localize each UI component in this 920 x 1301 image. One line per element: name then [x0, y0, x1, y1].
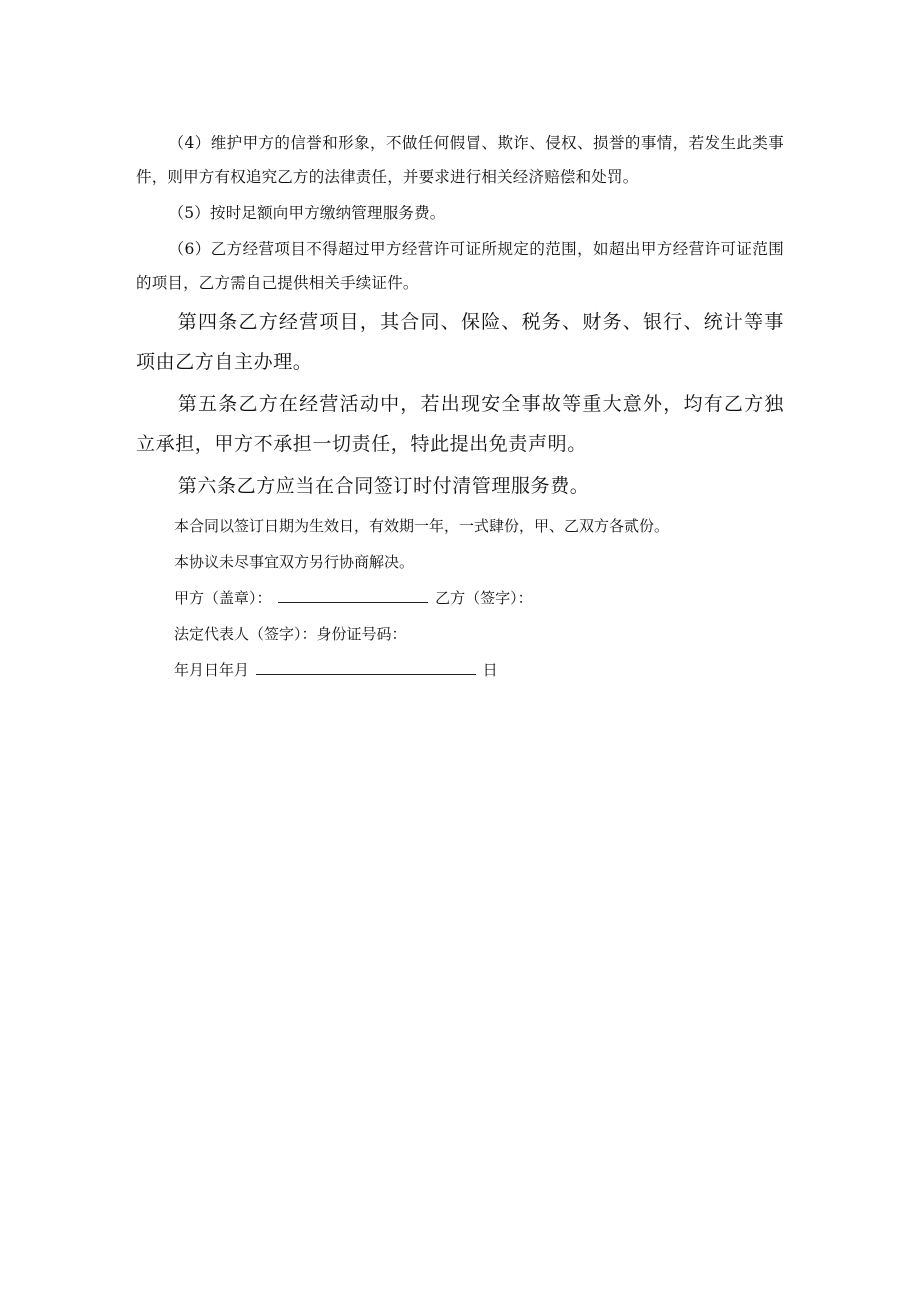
legal-rep-label: 法定代表人（签字）：身份证号码： — [174, 625, 407, 643]
date-line — [136, 652, 784, 688]
document-body — [136, 126, 784, 688]
date-prefix: 年月日年月 — [174, 661, 250, 679]
legal-rep-line — [136, 616, 784, 652]
party-a-label: 甲方（盖章）： — [174, 589, 272, 607]
date-blank[interactable] — [256, 658, 476, 675]
article-4: 第四条乙方经营项目，其合同、保险、税务、财务、银行、统计等事项由乙方自主办理。 — [136, 311, 784, 373]
clause-6: （6）乙方经营项目不得超过甲方经营许可证所规定的范围，如超出甲方经营许可证范围的项目，乙方需自己提供相关手续证件。 — [136, 240, 784, 292]
article-6: 第六条乙方应当在合同签订时付清管理服务费。 — [177, 475, 590, 497]
validity-term: 本合同以签订日期为生效日，有效期一年，一式肆份，甲、乙双方各贰份。 — [174, 517, 670, 535]
article-5: 第五条乙方在经营活动中，若出现安全事故等重大意外，均有乙方独立承担，甲方不承担一切责任，特此提出免责声明。 — [136, 393, 784, 455]
date-suffix: 日 — [482, 661, 498, 679]
negotiation-term: 本协议未尽事宜双方另行协商解决。 — [174, 553, 415, 571]
party-signature-line — [136, 580, 784, 616]
party-a-signature-blank[interactable] — [278, 586, 428, 603]
clause-5: （5）按时足额向甲方缴纳管理服务费。 — [168, 204, 446, 222]
clause-4: （4）维护甲方的信誉和形象，不做任何假冒、欺诈、侵权、损誉的事情，若发生此类事件，则甲方有权追究乙方的法律责任，并要求进行相关经济赔偿和处罚。 — [136, 134, 784, 186]
party-b-label: 乙方（签字）： — [435, 589, 533, 607]
